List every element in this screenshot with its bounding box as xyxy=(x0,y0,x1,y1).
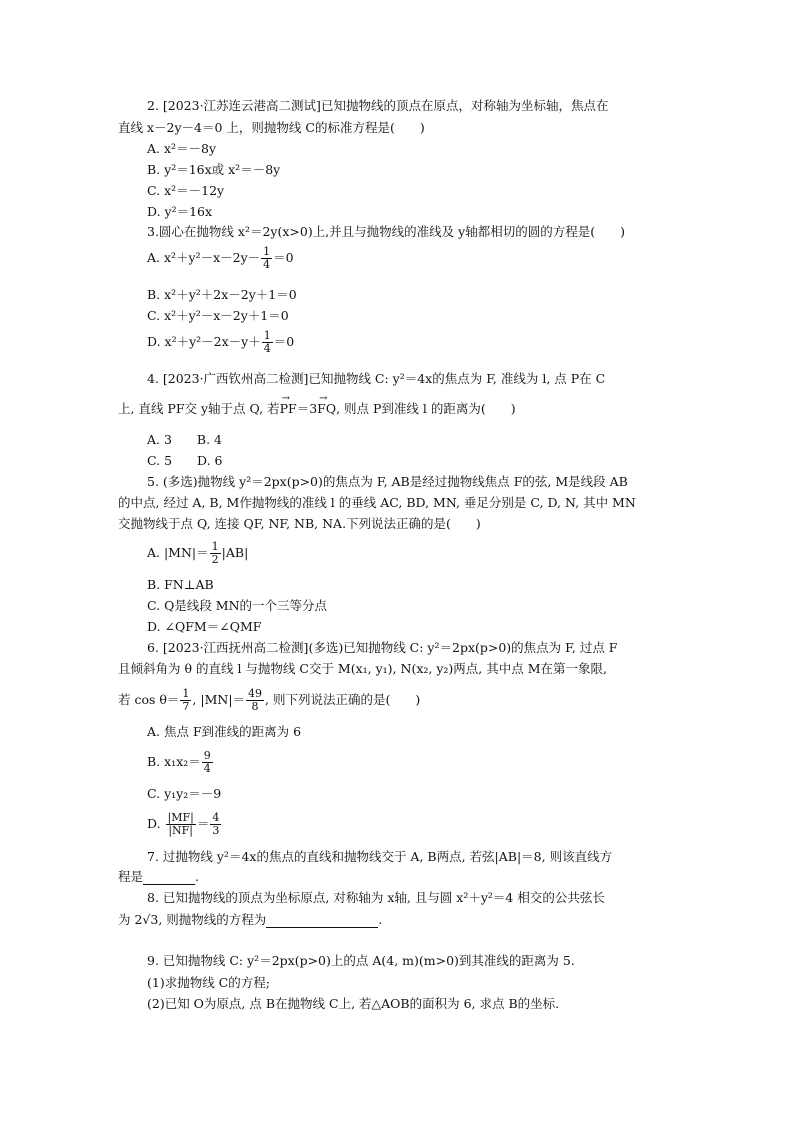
q5-a-num: 1 xyxy=(211,540,219,553)
q6-d-fraction2 xyxy=(210,812,221,837)
q6-d-mid: ＝ xyxy=(196,816,210,831)
q6-stem-line3 xyxy=(118,688,420,713)
q3-option-b: B. x²＋y²＋2x－2y＋1＝0 xyxy=(147,287,297,302)
q6-stem-line2: 且倾斜角为 θ 的直线 l 与抛物线 C交于 M(x₁, y₁), N(x₂, y₂)两点, 其中点 M在第一象限, xyxy=(118,661,607,676)
q6-b-fraction xyxy=(202,750,213,775)
q6-d-pre: D. xyxy=(147,816,165,831)
q6-mn-num: 49 xyxy=(248,687,263,700)
q4-options-cd: C. 5 D. 6 xyxy=(147,453,223,468)
q3-d-expr: D. x²＋y²－2x－y＋ xyxy=(147,334,261,349)
q3-d-fraction xyxy=(262,330,273,355)
q3-option-d xyxy=(147,330,294,355)
q5-a-post: |AB| xyxy=(221,545,249,560)
q6-b-pre: B. x₁x₂＝ xyxy=(147,754,201,769)
q6-mn-den: 8 xyxy=(251,700,259,713)
q6-d-num: |MF| xyxy=(167,811,194,824)
q3-a-den: 4 xyxy=(263,258,271,271)
q3-stem: 3.圆心在抛物线 x²＝2y(x>0)上,并且与抛物线的准线及 y轴都相切的圆的方程是( ) xyxy=(147,224,625,239)
q6-mn-fraction xyxy=(246,688,264,713)
q8-line2-pre: 为 2√3, 则抛物线的方程为 xyxy=(118,912,267,927)
q7-answer-blank[interactable] xyxy=(143,871,195,885)
q6-b-num: 9 xyxy=(203,749,211,762)
q9-stem: 9. 已知抛物线 C: y²＝2px(p>0)上的点 A(4, m)(m>0)到其准线的距离为 5. xyxy=(147,953,575,968)
q3-option-c: C. x²＋y²－x－2y＋1＝0 xyxy=(147,308,289,323)
q5-option-c: C. Q是线段 MN的一个三等分点 xyxy=(147,598,328,613)
q5-a-den: 2 xyxy=(211,553,219,566)
q8-stem-line2 xyxy=(118,912,382,928)
q8-line2-post: . xyxy=(378,912,383,927)
q5-a-pre: A. |MN|＝ xyxy=(147,545,209,560)
q8-answer-blank[interactable] xyxy=(266,914,378,928)
q5-stem-line1: 5. (多选)抛物线 y²＝2px(p>0)的焦点为 F, AB是经过抛物线焦点 F的弦, M是线段 AB xyxy=(147,474,628,489)
q7-stem-line2 xyxy=(118,869,199,885)
q4-line2-pre: 上, 直线 PF交 y轴于点 Q, 若 xyxy=(118,401,280,416)
q6-cos-fraction xyxy=(180,688,191,713)
q6-line3-post: , 则下列说法正确的是( ) xyxy=(265,692,421,707)
q3-d-num: 1 xyxy=(263,329,271,342)
q6-option-b xyxy=(147,750,214,775)
q3-option-a xyxy=(147,246,294,271)
q3-a-expr: A. x²＋y²－x－2y－ xyxy=(147,250,261,265)
q4-stem-line2 xyxy=(118,401,516,417)
q5-option-a xyxy=(147,541,248,566)
q4-options-ab: A. 3 B. 4 xyxy=(147,432,223,447)
q5-stem-line2: 的中点, 经过 A, B, M作抛物线的准线 l 的垂线 AC, BD, MN, 垂足分别是 C, D, N, 其中 MN xyxy=(118,495,636,510)
q6-d-den: |NF| xyxy=(168,824,194,837)
q2-stem-line1: 2. [2023·江苏连云港高二测试]已知抛物线的顶点在原点，对称轴为坐标轴，焦点在 xyxy=(147,98,609,113)
q5-stem-line3: 交抛物线于点 Q, 连接 QF, NF, NB, NA.下列说法正确的是( ) xyxy=(118,516,481,531)
q6-cos-num: 1 xyxy=(182,687,190,700)
q7-stem-line1: 7. 过抛物线 y²＝4x的焦点的直线和抛物线交于 A, B两点, 若弦|AB|＝8, 则该直线方 xyxy=(147,849,613,864)
q4-stem-line1: 4. [2023·广西钦州高二检测]已知抛物线 C: y²＝4x的焦点为 F, 准线为 l, 点 P在 C xyxy=(147,371,606,386)
q6-d-den2: 3 xyxy=(212,824,220,837)
vector-pf: → PF xyxy=(280,401,297,417)
q3-a-fraction xyxy=(261,246,272,271)
q6-cos-den: 7 xyxy=(182,700,190,713)
q8-stem-line1: 8. 已知抛物线的顶点为坐标原点, 对称轴为 x轴, 且与圆 x²＋y²＝4 相交的公共弦长 xyxy=(147,890,605,905)
q6-option-d xyxy=(147,812,222,837)
vector-fq: → FQ xyxy=(317,401,336,417)
q4-line2-post: , 则点 P到准线 l 的距离为( ) xyxy=(336,401,516,416)
q3-d-post: ＝0 xyxy=(273,334,295,349)
q6-line3-pre: 若 cos θ＝ xyxy=(118,692,180,707)
q6-option-a: A. 焦点 F到准线的距离为 6 xyxy=(147,724,302,739)
q2-option-a: A. x²＝－8y xyxy=(147,141,217,156)
q6-option-c: C. y₁y₂＝－9 xyxy=(147,786,222,801)
q9-part2: (2)已知 O为原点, 点 B在抛物线 C上, 若△AOB的面积为 6, 求点 B的坐标. xyxy=(147,996,560,1011)
q5-option-b: B. FN⊥AB xyxy=(147,577,214,592)
q6-b-den: 4 xyxy=(203,762,211,775)
q5-a-fraction xyxy=(210,541,221,566)
q6-d-num2: 4 xyxy=(212,811,220,824)
q6-stem-line1: 6. [2023·江西抚州高二检测](多选)已知抛物线 C: y²＝2px(p>0)的焦点为 F, 过点 F xyxy=(147,640,618,655)
q7-line2-post: . xyxy=(195,869,199,884)
q4-eq: ＝3 xyxy=(296,401,318,416)
q7-line2-pre: 程是 xyxy=(118,869,144,884)
q3-a-num: 1 xyxy=(263,245,271,258)
q2-option-d: D. y²＝16x xyxy=(147,204,213,219)
q2-option-c: C. x²＝－12y xyxy=(147,183,225,198)
q3-a-post: ＝0 xyxy=(273,250,294,265)
q9-part1: (1)求抛物线 C的方程; xyxy=(147,975,270,990)
q6-line3-mid: , |MN|＝ xyxy=(192,692,246,707)
q3-d-den: 4 xyxy=(263,342,271,355)
q2-option-b: B. y²＝16x或 x²＝－8y xyxy=(147,162,281,177)
q2-stem-line2: 直线 x－2y－4＝0 上，则抛物线 C的标准方程是( ) xyxy=(118,120,425,135)
q6-d-fraction1 xyxy=(166,812,196,837)
q5-option-d: D. ∠QFM＝∠QMF xyxy=(147,619,262,634)
